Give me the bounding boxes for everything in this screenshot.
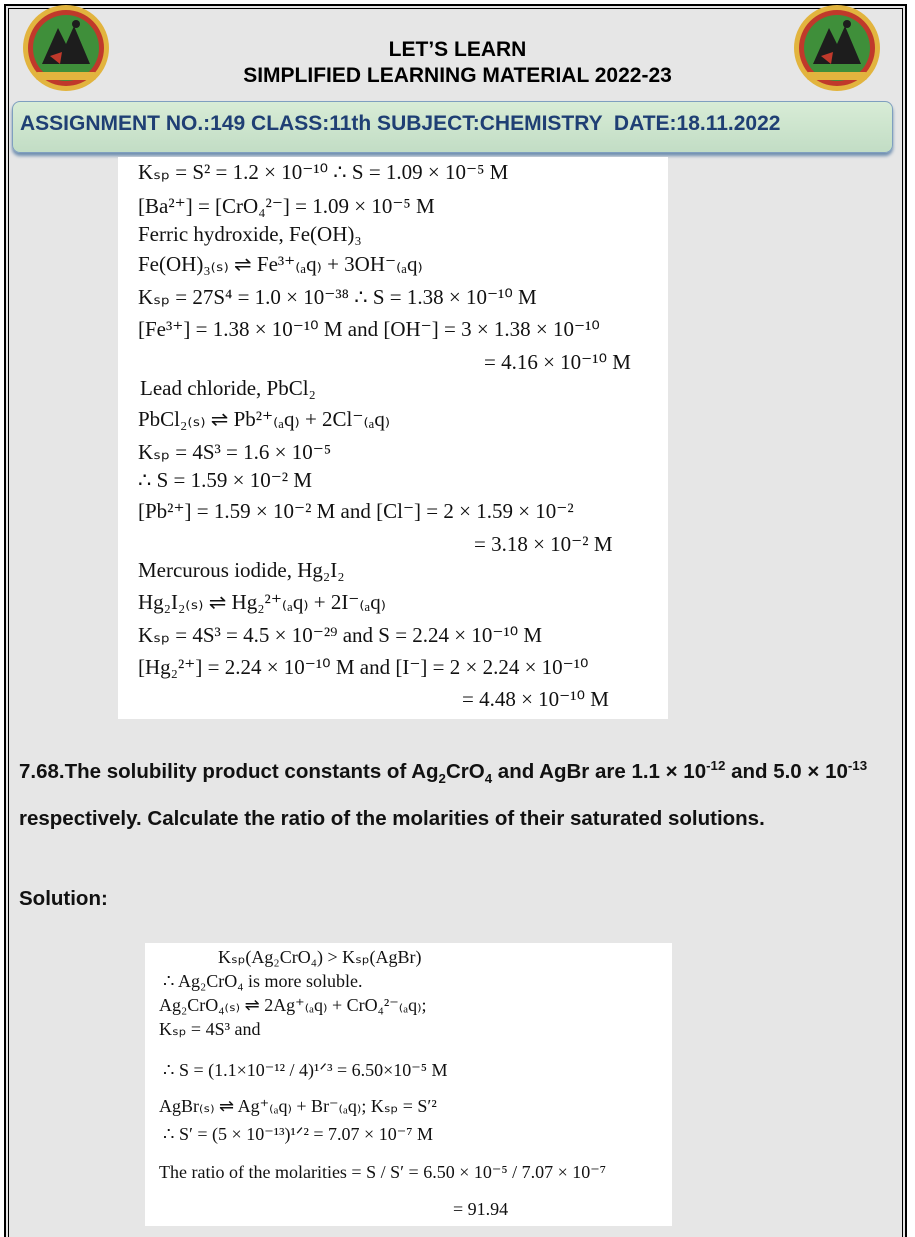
header-subtitle: SIMPLIFIED LEARNING MATERIAL 2022-23 <box>243 64 672 87</box>
solution-line: Ferric hydroxide, Fe(OH)₃ <box>138 222 362 246</box>
solution-line: ∴ Ag₂CrO₄ is more soluble. <box>163 971 363 991</box>
solution-line: [Ba²⁺] = [CrO₄²⁻] = 1.09 × 10⁻⁵ M <box>138 194 435 218</box>
superscript: -12 <box>706 758 726 773</box>
solution-line: Mercurous iodide, Hg₂I₂ <box>138 558 345 582</box>
solution-line: ∴ S = (1.1×10⁻¹² / 4)¹ᐟ³ = 6.50×10⁻⁵ M <box>163 1060 448 1080</box>
assignment-banner-text: ASSIGNMENT NO.:149 CLASS:11th SUBJECT:CHEMISTRY DATE:18.11.2022 <box>20 112 781 135</box>
solution-image-bottom <box>145 943 672 1226</box>
solution-line: AgBr₍ₛ₎ ⇌ Ag⁺₍ₐq₎ + Br⁻₍ₐq₎; Kₛₚ = S′² <box>159 1096 437 1116</box>
solution-line: = 4.48 × 10⁻¹⁰ M <box>462 687 609 711</box>
solution-line: Kₛₚ = S² = 1.2 × 10⁻¹⁰ ∴ S = 1.09 × 10⁻⁵ M <box>138 160 509 184</box>
subscript: 2 <box>438 770 446 786</box>
solution-line: Kₛₚ = 4S³ and <box>159 1019 261 1039</box>
solution-line: Kₛₚ = 4S³ = 4.5 × 10⁻²⁹ and S = 2.24 × 10⁻¹⁰ M <box>138 623 543 647</box>
solution-line: PbCl₂₍ₛ₎ ⇌ Pb²⁺₍ₐq₎ + 2Cl⁻₍ₐq₎ <box>138 407 391 431</box>
superscript: -13 <box>847 758 868 773</box>
solution-line: Hg₂I₂₍ₛ₎ ⇌ Hg₂²⁺₍ₐq₎ + 2I⁻₍ₐq₎ <box>138 590 386 614</box>
header-title: LET’S LEARN <box>388 38 527 61</box>
solution-label: Solution: <box>19 887 108 910</box>
solution-line: [Fe³⁺] = 1.38 × 10⁻¹⁰ M and [OH⁻] = 3 × 1.38 × 10⁻¹⁰ <box>138 317 600 341</box>
solution-line: Lead chloride, PbCl₂ <box>140 376 316 400</box>
solution-line: Fe(OH)₃₍ₛ₎ ⇌ Fe³⁺₍ₐq₎ + 3OH⁻₍ₐq₎ <box>138 252 423 276</box>
solution-line: = 3.18 × 10⁻² M <box>474 532 613 556</box>
solution-line: [Hg₂²⁺] = 2.24 × 10⁻¹⁰ M and [I⁻] = 2 × 2.24 × 10⁻¹⁰ <box>138 655 589 679</box>
question-7-68 <box>19 746 889 839</box>
solution-line: Kₛₚ = 4S³ = 1.6 × 10⁻⁵ <box>138 440 332 464</box>
solution-line: = 4.16 × 10⁻¹⁰ M <box>484 350 631 374</box>
solution-line: Kₛₚ(Ag₂CrO₄) > Kₛₚ(AgBr) <box>218 947 422 967</box>
question-number: 7.68. <box>19 759 65 783</box>
solution-line: Kₛₚ = 27S⁴ = 1.0 × 10⁻³⁸ ∴ S = 1.38 × 10⁻¹⁰ M <box>138 285 537 309</box>
question-text: and 5.0 × 10 <box>725 759 848 783</box>
solution-line: ∴ S = 1.59 × 10⁻² M <box>138 468 313 492</box>
solution-line: ∴ S′ = (5 × 10⁻¹³)¹ᐟ² = 7.07 × 10⁻⁷ M <box>163 1124 433 1144</box>
question-text: The solubility product constants of Ag <box>64 759 439 783</box>
question-text: and AgBr are 1.1 × 10 <box>492 759 707 783</box>
solution-line: The ratio of the molarities = S / S′ = 6.50 × 10⁻⁵ / 7.07 × 10⁻⁷ <box>159 1162 607 1182</box>
solution-image-top <box>118 157 668 719</box>
solution-line: Ag₂CrO₄₍ₛ₎ ⇌ 2Ag⁺₍ₐq₎ + CrO₄²⁻₍ₐq₎; <box>159 995 427 1015</box>
question-text: CrO <box>445 759 485 783</box>
question-text: respectively. Calculate the ratio of the molarities of their saturated solutions. <box>19 806 765 830</box>
subscript: 4 <box>484 770 493 786</box>
solution-line: = 91.94 <box>453 1199 509 1219</box>
solution-line: [Pb²⁺] = 1.59 × 10⁻² M and [Cl⁻] = 2 × 1.59 × 10⁻² <box>138 499 574 523</box>
